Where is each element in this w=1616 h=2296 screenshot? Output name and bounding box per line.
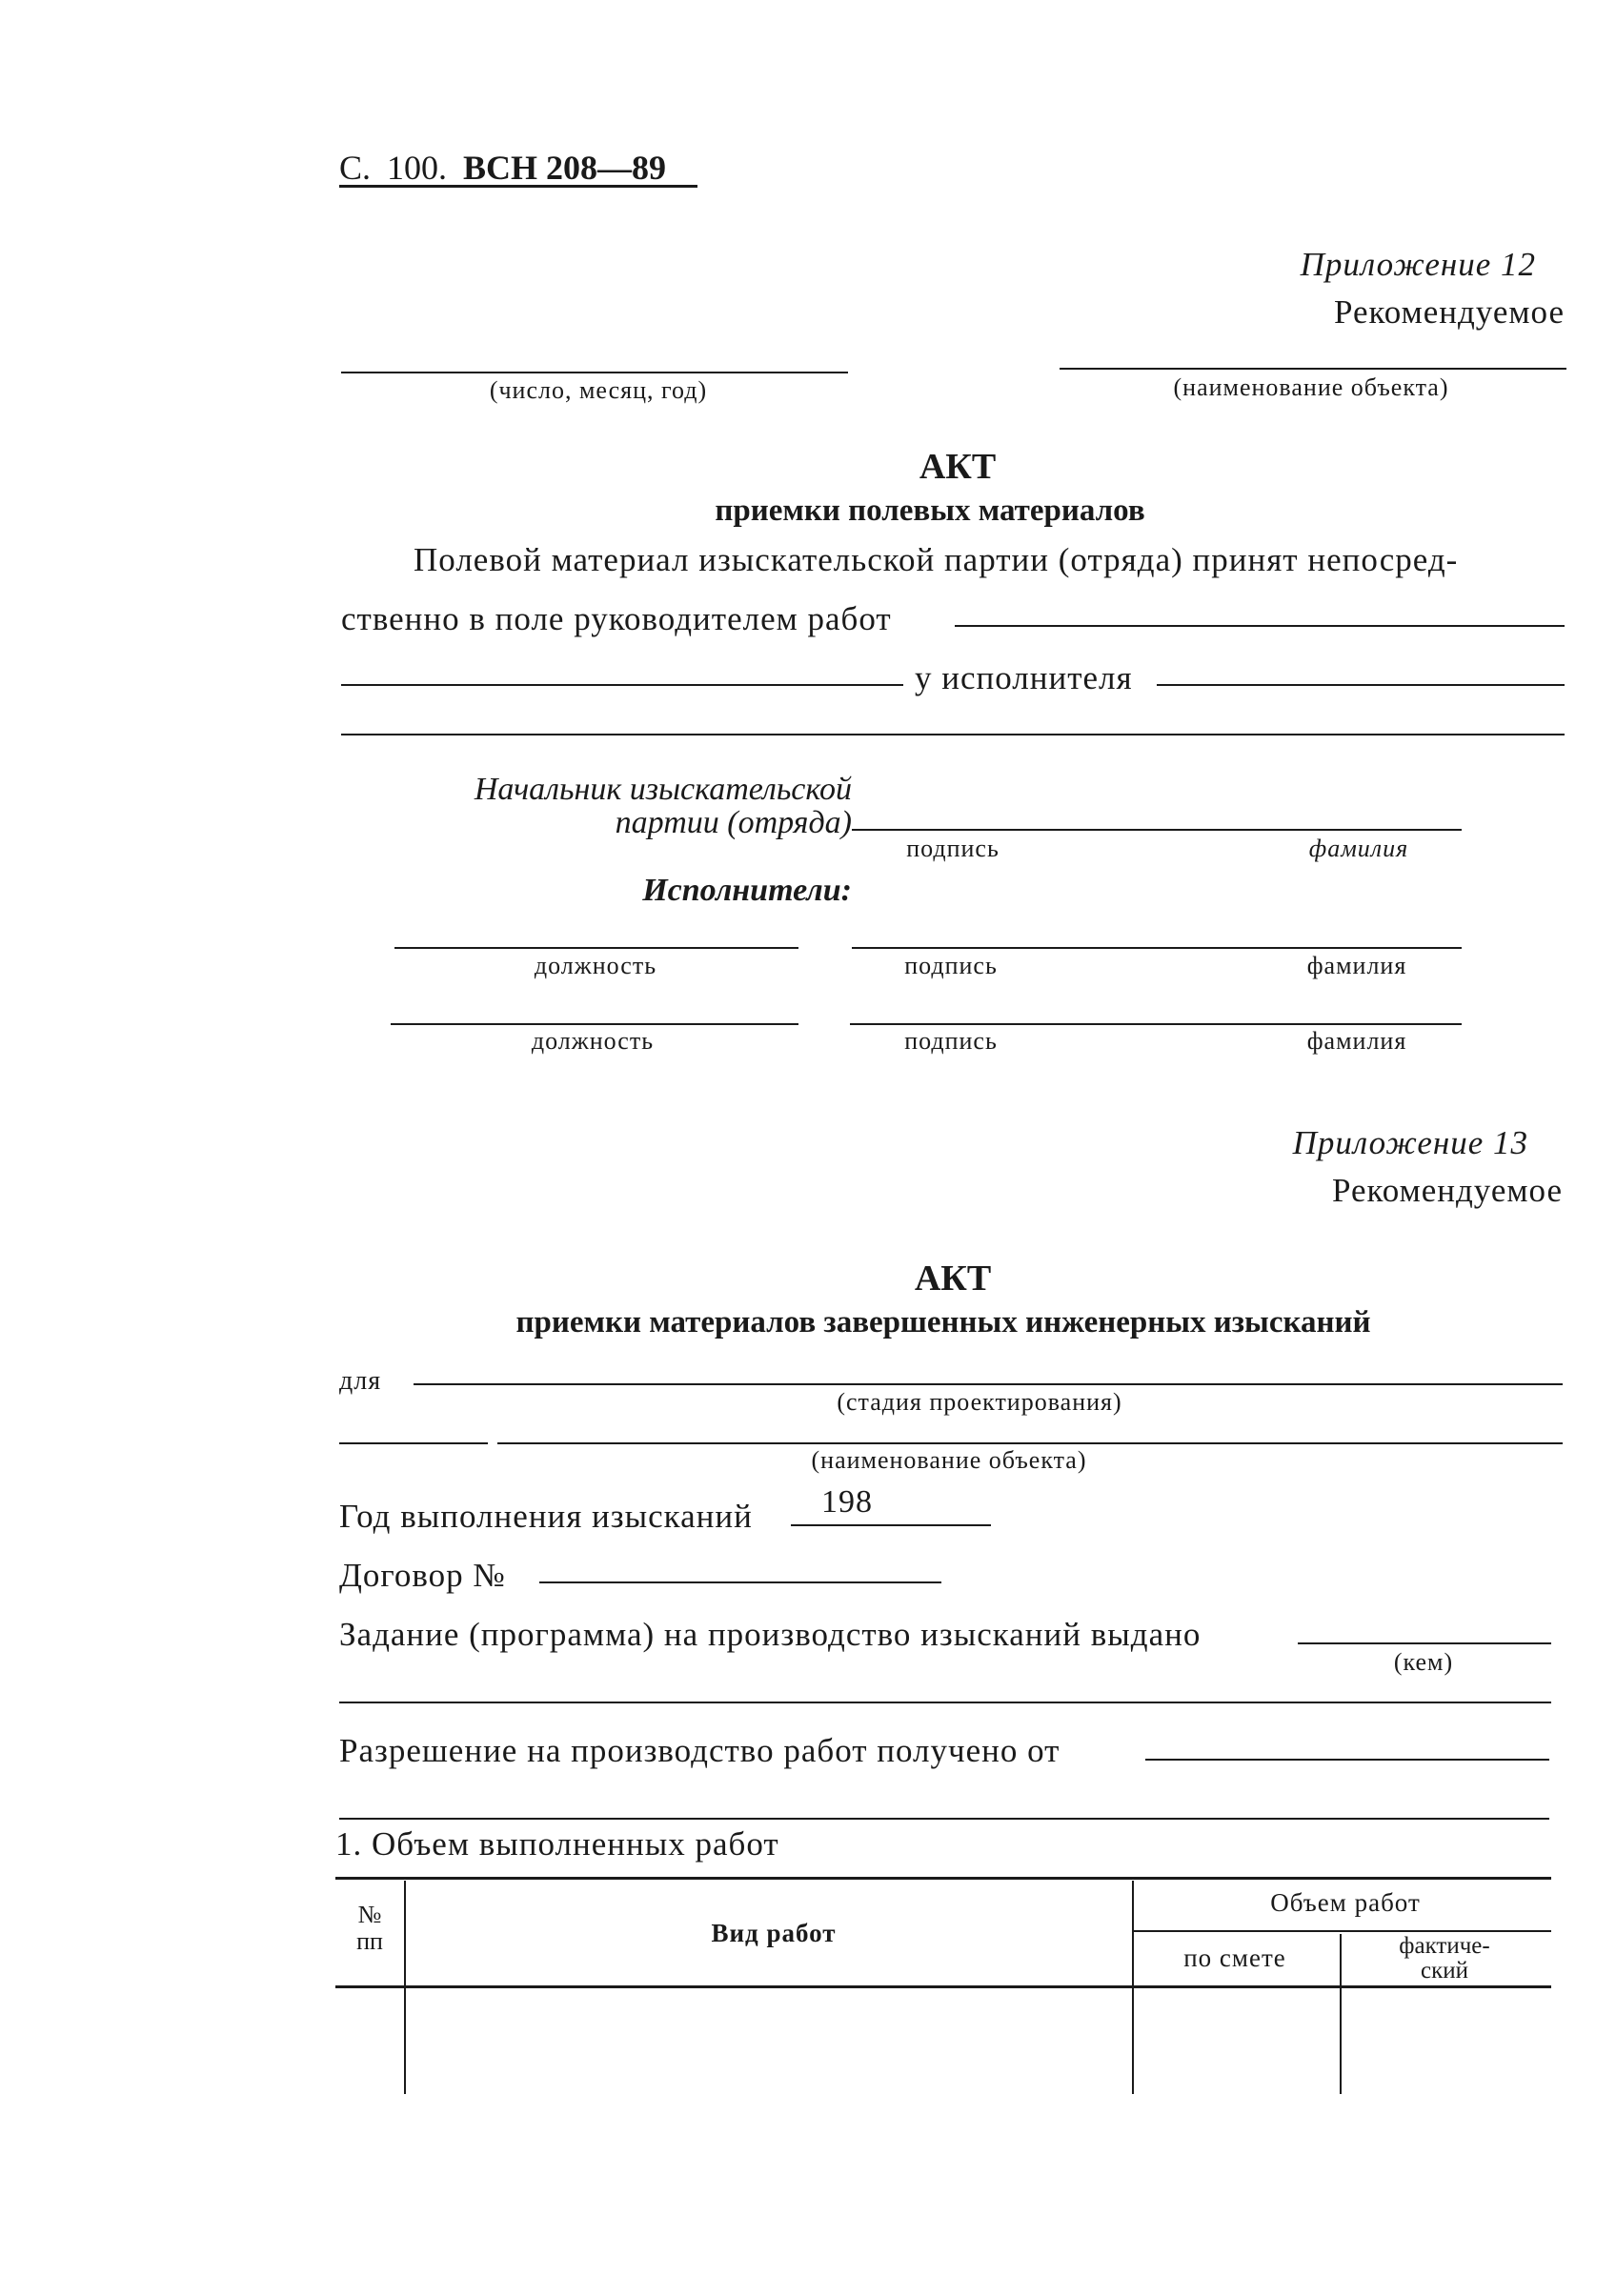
task-line [1298,1642,1551,1644]
chief-signature-caption: подпись [906,835,1000,862]
object13-line-right [497,1442,1563,1444]
col-num-header-line2: пп [356,1927,383,1955]
executor2-signature-caption: подпись [904,1027,998,1055]
col-num-header-line1: № [357,1901,382,1928]
page-number: 100. [387,149,448,187]
page-prefix: С. [339,149,372,187]
table-header-bottom-border [335,1985,1551,1988]
contract-label: Договор № [339,1557,506,1594]
stage-line [414,1383,1563,1385]
stage-caption: (стадия проектирования) [837,1388,1122,1416]
permit-blank-line [339,1818,1549,1820]
chief-label-line2: партии (отряда) [615,805,852,840]
executor1-sign-line [852,947,1462,949]
by-whom-caption: (кем) [1393,1648,1454,1676]
executors-label: Исполнители: [642,873,852,908]
permit-label: Разрешение на производство работ получено от [339,1732,1060,1769]
executor2-sign-line [850,1023,1462,1025]
executor2-surname-caption: фамилия [1306,1027,1407,1055]
executor2-position-line [391,1023,798,1025]
appendix12-label: Приложение 12 [1300,246,1536,283]
col-actual-header-line1: фактиче- [1399,1933,1490,1959]
page-header [339,148,666,188]
object-caption: (наименование объекта) [1173,373,1449,401]
section-title: 1. Объем выполненных работ [335,1825,779,1863]
blank-line [341,734,1565,735]
executor-line-left [341,684,903,686]
act12-para-line2: ственно в поле руководителем работ [341,600,892,637]
executor-line-right [1157,684,1565,686]
object13-caption: (наименование объекта) [811,1446,1087,1474]
executor1-position-caption: должность [534,952,657,979]
executor1-signature-caption: подпись [904,952,998,979]
act12-subtitle: приемки полевых материалов [715,493,1145,528]
col-estimate-header: по смете [1183,1944,1286,1972]
chief-label-line1: Начальник изыскательской [474,772,852,807]
task-label: Задание (программа) на производство изысканий выдано [339,1616,1202,1653]
table-col-line-2 [1132,1881,1134,2094]
executor1-position-line [394,947,798,949]
appendix12-status: Рекомендуемое [1333,293,1565,331]
date-field-line [341,372,848,373]
year-value: 198 [821,1484,873,1520]
executor1-surname-caption: фамилия [1306,952,1407,979]
appendix13-label: Приложение 13 [1292,1124,1528,1161]
task-blank-line [339,1702,1551,1703]
col-actual-header [1399,1934,1489,1984]
chief-surname-caption: фамилия [1308,835,1409,862]
col-type-header: Вид работ [711,1919,837,1947]
table-col-line-1 [404,1881,406,2094]
act12-title: АКТ [919,447,997,487]
table-top-border [335,1877,1551,1880]
col-num-header [356,1902,383,1955]
header-underline [339,185,697,188]
date-caption: (число, месяц, год) [489,376,708,404]
contract-line [539,1581,941,1583]
permit-line [1145,1759,1549,1761]
for-label: для [339,1366,382,1396]
standard-code: ВСН 208—89 [463,149,667,187]
table-col-line-3 [1340,1934,1342,2094]
act13-title: АКТ [914,1259,992,1299]
act12-para-line1: Полевой материал изыскательской партии (отряда) принят непосред- [414,541,1459,578]
object-field-line [1060,368,1566,370]
col-actual-header-line2: ский [1420,1958,1468,1984]
executor2-position-caption: должность [531,1027,655,1055]
appendix13-status: Рекомендуемое [1331,1172,1563,1209]
year-label: Год выполнения изысканий [339,1498,753,1535]
chief-signature-line [852,829,1462,831]
act13-subtitle: приемки материалов завершенных инженерных изысканий [515,1305,1371,1339]
col-volume-header: Объем работ [1270,1888,1421,1917]
year-line [791,1524,991,1526]
supervisor-line [955,625,1565,627]
act12-para-line3: у исполнителя [915,659,1133,696]
object13-line-left [339,1442,488,1444]
table-volume-divider [1134,1930,1551,1932]
